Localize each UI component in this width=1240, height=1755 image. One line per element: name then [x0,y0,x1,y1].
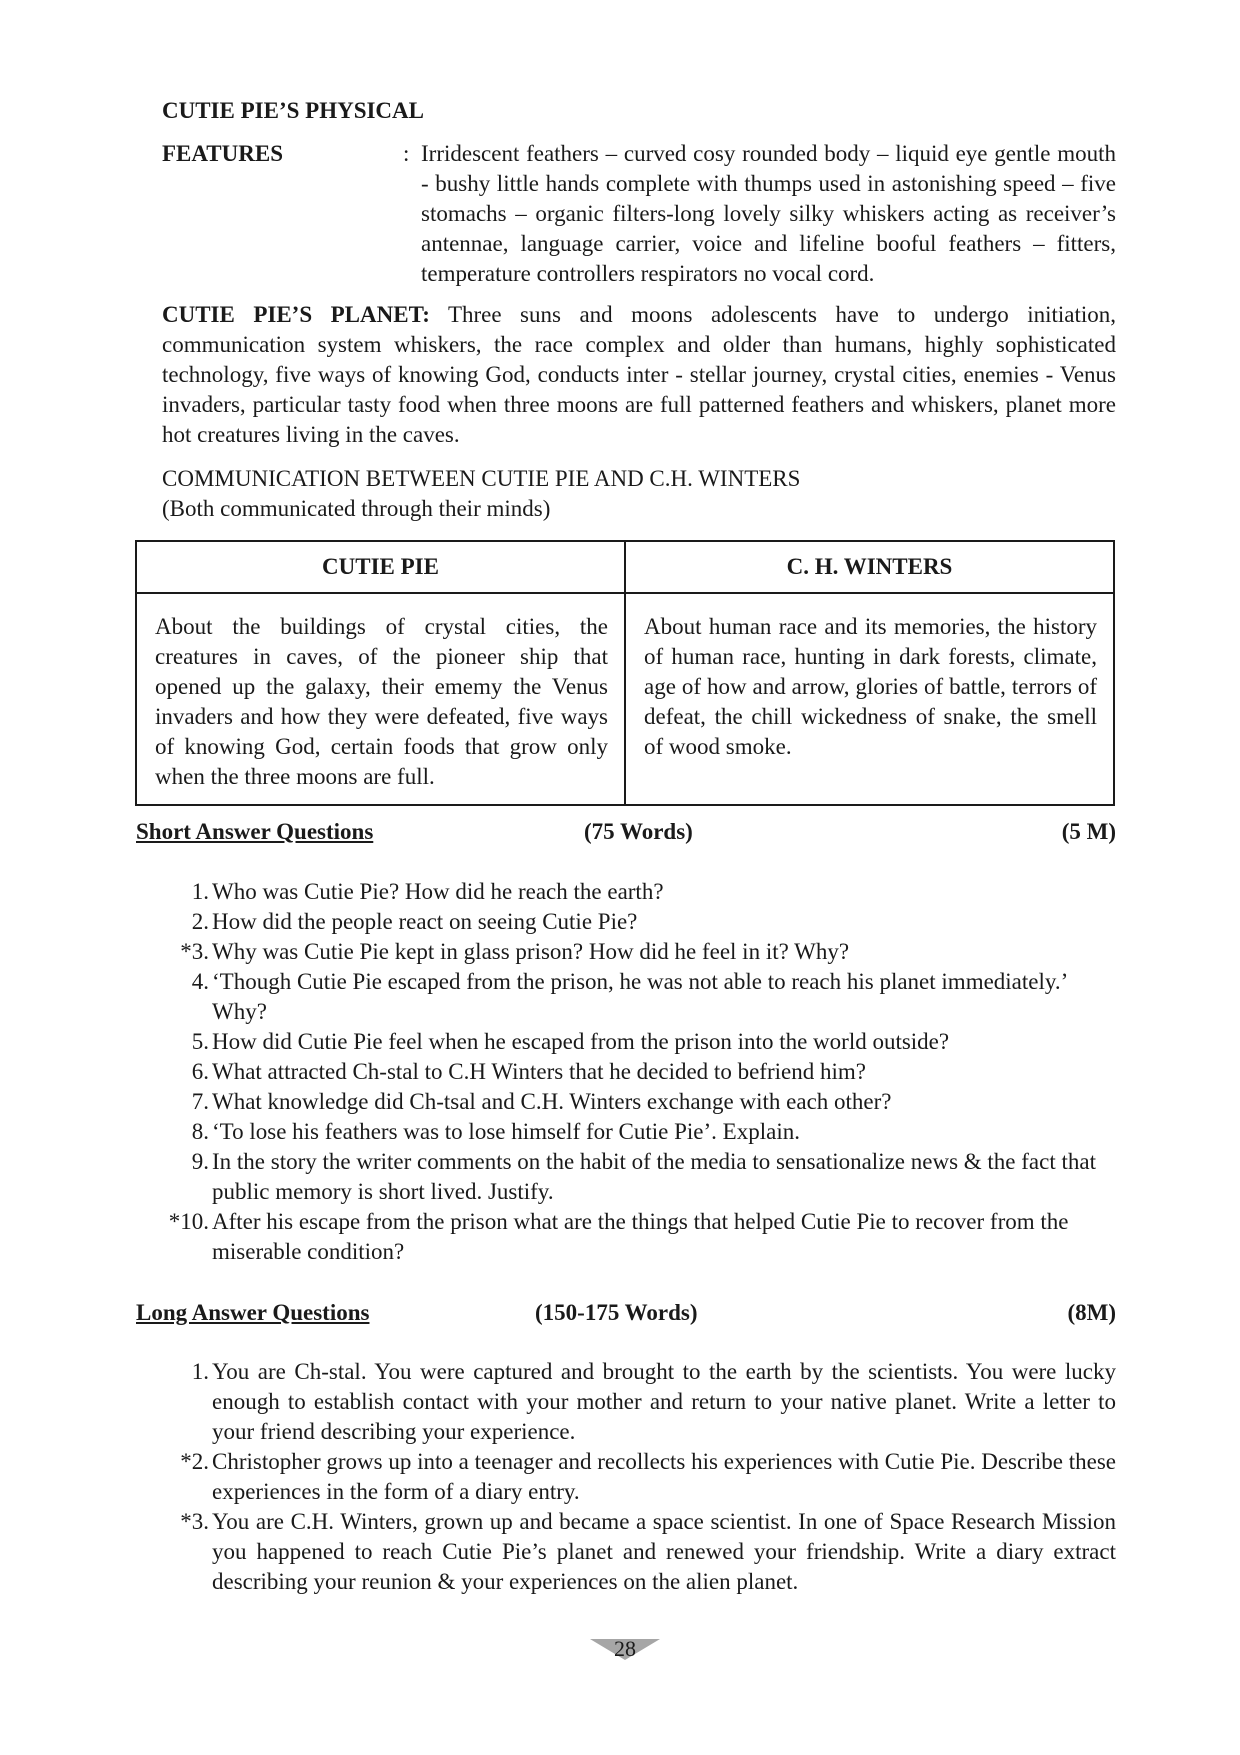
question-text: Why was Cutie Pie kept in glass prison? How did he feel in it? Why? [212,939,850,964]
question-text: What attracted Ch-stal to C.H Winters that he decided to befriend him? [212,1059,866,1084]
communication-title: COMMUNICATION BETWEEN CUTIE PIE AND C.H. WINTERS [162,466,801,491]
question-text: What knowledge did Ch-tsal and C.H. Winters exchange with each other? [212,1089,892,1114]
list-item [162,1057,1116,1087]
list-item [162,937,1116,967]
short-answer-questions [162,877,1116,1267]
question-text: You are C.H. Winters, grown up and became a space scientist. In one of Space Research Mission you happened to reach Cutie Pie’s planet and renewed your friendship. Write a diary extract describing your reunion & your experiences on the alien planet. [212,1509,1116,1594]
question-text: After his escape from the prison what are the things that helped Cutie Pie to recover from the miserable condition? [212,1209,1069,1264]
list-item [162,1507,1116,1597]
question-text: You are Ch-stal. You were captured and brought to the earth by the scientists. You were lucky enough to establish contact with your mother and return to your native planet. Write a letter to your friend describing your experience. [212,1359,1116,1444]
long-answer-heading: Long Answer Questions [136,1300,370,1325]
long-answer-word-limit: (150-175 Words) [535,1300,698,1325]
features-label: FEATURES [162,141,283,166]
question-number: *3. [180,1509,209,1534]
table-header-winters: C. H. WINTERS [625,541,1114,593]
list-item [162,1117,1116,1147]
question-number: 6. [191,1059,209,1084]
planet-text: Three suns and moons adolescents have to undergo initiation, communication system whiskers, the race complex and older than humans, highly sophisticated technology, five ways of knowing God, conducts inter - stellar journey, crystal cities, enemies - Venus invaders, particular tasty food when three moons are full patterned feathers and whiskers, planet more hot creatures living in the caves. [162,302,1116,447]
list-item [162,967,1116,1027]
question-text: Who was Cutie Pie? How did he reach the earth? [212,879,664,904]
list-item [162,1087,1116,1117]
page-number: 28 [614,1636,636,1661]
list-item [162,877,1116,907]
short-answer-header [136,817,1116,847]
physical-features-title: CUTIE PIE’S PHYSICAL [162,98,424,123]
question-number: 8. [191,1119,209,1144]
question-text: ‘Though Cutie Pie escaped from the prison, he was not able to reach his planet immediately.’ Why? [212,969,1067,1024]
table-header-cutie-pie: CUTIE PIE [136,541,625,593]
list-item [162,1027,1116,1057]
long-answer-marks: (8M) [1067,1300,1116,1325]
question-text: How did Cutie Pie feel when he escaped from the prison into the world outside? [212,1029,950,1054]
short-answer-heading: Short Answer Questions [136,819,374,844]
short-answer-word-limit: (75 Words) [584,819,693,844]
question-number: 1. [191,1359,209,1384]
table-row [136,593,1114,805]
long-answer-header [136,1298,1116,1328]
question-number: 4. [191,969,209,994]
table-cell-cutie-pie: About the buildings of crystal cities, the creatures in caves, of the pioneer ship that opened up the galaxy, their ememy the Venus invaders and how they were defeated, five ways of knowing God, certain foods that grow only when the three moons are full. [136,593,625,805]
question-text: Christopher grows up into a teenager and recollects his experiences with Cutie Pie. Describe these experiences in the form of a diary entry. [212,1449,1116,1504]
long-answer-questions [162,1357,1116,1597]
list-item [162,1357,1116,1447]
question-number: *2. [180,1449,209,1474]
question-number: 1. [191,879,209,904]
question-number: *3. [180,939,209,964]
features-colon: : [403,141,410,166]
question-number: *10. [168,1209,209,1234]
list-item [162,1207,1116,1267]
question-text: ‘To lose his feathers was to lose himself for Cutie Pie’. Explain. [212,1119,800,1144]
question-text: In the story the writer comments on the habit of the media to sensationalize news & the fact that public memory is short lived. Justify. [212,1149,1096,1204]
table-cell-winters: About human race and its memories, the history of human race, hunting in dark forests, climate, age of how and arrow, glories of battle, terrors of defeat, the chill wickedness of snake, the smell of wood smoke. [625,593,1114,805]
list-item [162,1147,1116,1207]
question-number: 9. [191,1149,209,1174]
list-item [162,1447,1116,1507]
features-description: Irridescent feathers – curved cosy rounded body – liquid eye gentle mouth - bushy little hands complete with thumps used in astonishing speed – five stomachs – organic filters-long lovely silky whiskers acting as receiver’s antennae, language carrier, voice and lifeline booful feathers – fitters, temperature controllers respirators no vocal cord. [421,141,1116,286]
question-number: 5. [191,1029,209,1054]
question-number: 7. [191,1089,209,1114]
list-item [162,907,1116,937]
communication-subtitle: (Both communicated through their minds) [162,496,551,521]
question-text: How did the people react on seeing Cutie Pie? [212,909,638,934]
question-number: 2. [191,909,209,934]
short-answer-marks: (5 M) [1061,819,1116,844]
table-header-row [136,541,1114,593]
planet-paragraph [162,300,1116,450]
page-number-badge [590,1636,660,1662]
communication-table [135,540,1115,806]
planet-label: CUTIE PIE’S PLANET: [162,302,430,327]
